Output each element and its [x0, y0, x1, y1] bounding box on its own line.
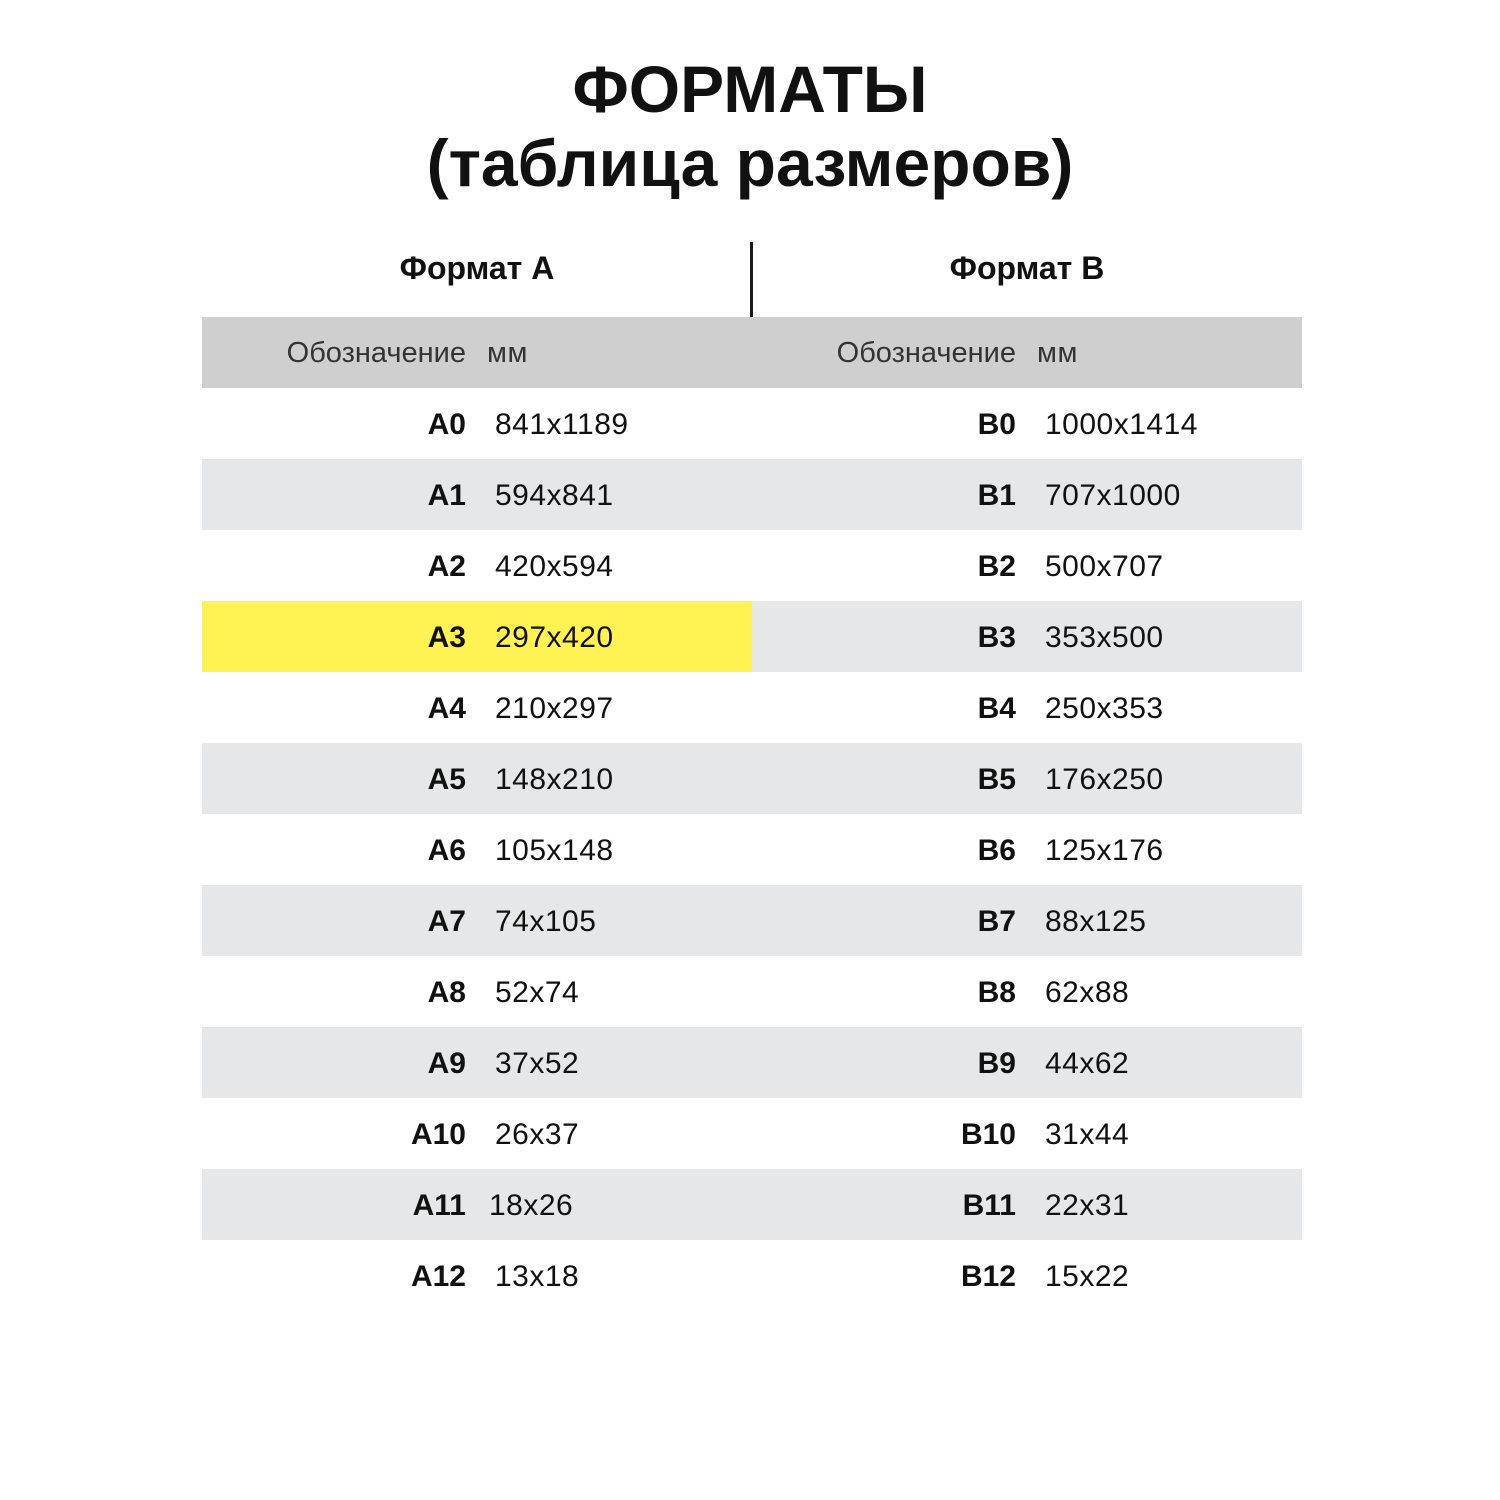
table-row	[202, 1240, 752, 1311]
format-designation: В4	[977, 692, 1016, 725]
format-size-mm: 52x74	[495, 976, 580, 1009]
format-designation: А10	[410, 1118, 466, 1151]
header-mm: мм	[1037, 337, 1078, 369]
format-size-mm: 176x250	[1045, 763, 1164, 796]
table-header-row	[752, 317, 1302, 388]
format-size-mm: 44x62	[1045, 1047, 1130, 1080]
format-a-table	[202, 317, 752, 1311]
table-header-row	[202, 317, 752, 388]
table-row	[752, 1027, 1302, 1098]
table-row	[752, 1240, 1302, 1311]
format-size-mm: 105x148	[495, 834, 614, 867]
format-designation: В8	[977, 976, 1016, 1009]
format-size-mm: 62x88	[1045, 976, 1130, 1009]
format-designation: А3	[427, 621, 466, 654]
format-designation: В2	[977, 550, 1016, 583]
format-size-mm: 210x297	[495, 692, 614, 725]
table-row	[202, 885, 752, 956]
section-a-title: Формат А	[399, 250, 555, 286]
table-row	[202, 956, 752, 1027]
table-row	[202, 388, 752, 459]
format-size-mm: 15x22	[1045, 1260, 1130, 1293]
page-title-line1: ФОРМАТЫ	[572, 52, 928, 126]
format-designation: В6	[977, 834, 1016, 867]
format-designation: В1	[977, 479, 1016, 512]
format-designation: В5	[977, 763, 1016, 796]
table-row	[202, 1027, 752, 1098]
table-row	[752, 1098, 1302, 1169]
format-size-mm: 148x210	[495, 763, 614, 796]
format-designation: А12	[410, 1260, 466, 1293]
table-row	[752, 885, 1302, 956]
header-designation: Обозначение	[286, 337, 466, 369]
format-size-mm: 1000x1414	[1045, 408, 1198, 441]
format-size-mm: 22x31	[1045, 1189, 1130, 1222]
format-designation: А7	[427, 905, 466, 938]
format-size-mm: 707x1000	[1045, 479, 1181, 512]
table-row	[752, 956, 1302, 1027]
table-row	[752, 814, 1302, 885]
format-designation: В7	[977, 905, 1016, 938]
table-row	[752, 530, 1302, 601]
format-size-mm: 594x841	[495, 479, 614, 512]
format-designation: В3	[977, 621, 1016, 654]
format-designation: А8	[427, 976, 466, 1009]
format-size-mm: 500x707	[1045, 550, 1164, 583]
header-mm: мм	[487, 337, 528, 369]
format-designation: А11	[412, 1189, 466, 1222]
format-size-mm: 353x500	[1045, 621, 1164, 654]
table-row	[202, 459, 752, 530]
format-size-mm: 31x44	[1045, 1118, 1130, 1151]
format-designation: А0	[427, 408, 466, 441]
table-row	[202, 530, 752, 601]
table-row	[752, 672, 1302, 743]
table-row	[202, 672, 752, 743]
format-designation: В12	[960, 1260, 1016, 1293]
format-designation: А5	[427, 763, 466, 796]
format-size-mm: 74x105	[495, 905, 597, 938]
table-row	[202, 1169, 752, 1240]
format-size-mm: 26x37	[495, 1118, 580, 1151]
format-designation: А6	[427, 834, 466, 867]
section-b-title: Формат В	[949, 250, 1105, 286]
format-designation: В10	[960, 1118, 1016, 1151]
format-size-mm: 18x26	[489, 1189, 574, 1222]
table-row	[752, 743, 1302, 814]
page-title-line2: (таблица размеров)	[426, 126, 1074, 200]
format-designation: В11	[962, 1189, 1016, 1222]
table-row	[752, 459, 1302, 530]
format-size-mm: 841x1189	[495, 408, 629, 441]
format-size-mm: 88x125	[1045, 905, 1147, 938]
table-row	[202, 601, 752, 672]
format-designation: А2	[427, 550, 466, 583]
format-b-table	[752, 317, 1302, 1311]
format-size-mm: 37x52	[495, 1047, 580, 1080]
format-size-mm: 125x176	[1045, 834, 1164, 867]
format-designation: В9	[977, 1047, 1016, 1080]
table-row	[752, 1169, 1302, 1240]
page-title	[0, 52, 1500, 200]
format-size-mm: 297x420	[495, 621, 614, 654]
table-row	[202, 814, 752, 885]
format-size-mm: 420x594	[495, 550, 614, 583]
format-designation: А4	[427, 692, 466, 725]
header-designation: Обозначение	[836, 337, 1016, 369]
format-designation: А9	[427, 1047, 466, 1080]
format-size-mm: 13x18	[495, 1260, 580, 1293]
table-row	[202, 1098, 752, 1169]
format-designation: А1	[427, 479, 466, 512]
table-row	[202, 743, 752, 814]
table-row	[752, 388, 1302, 459]
format-size-mm: 250x353	[1045, 692, 1164, 725]
table-row	[752, 601, 1302, 672]
format-designation: В0	[977, 408, 1016, 441]
